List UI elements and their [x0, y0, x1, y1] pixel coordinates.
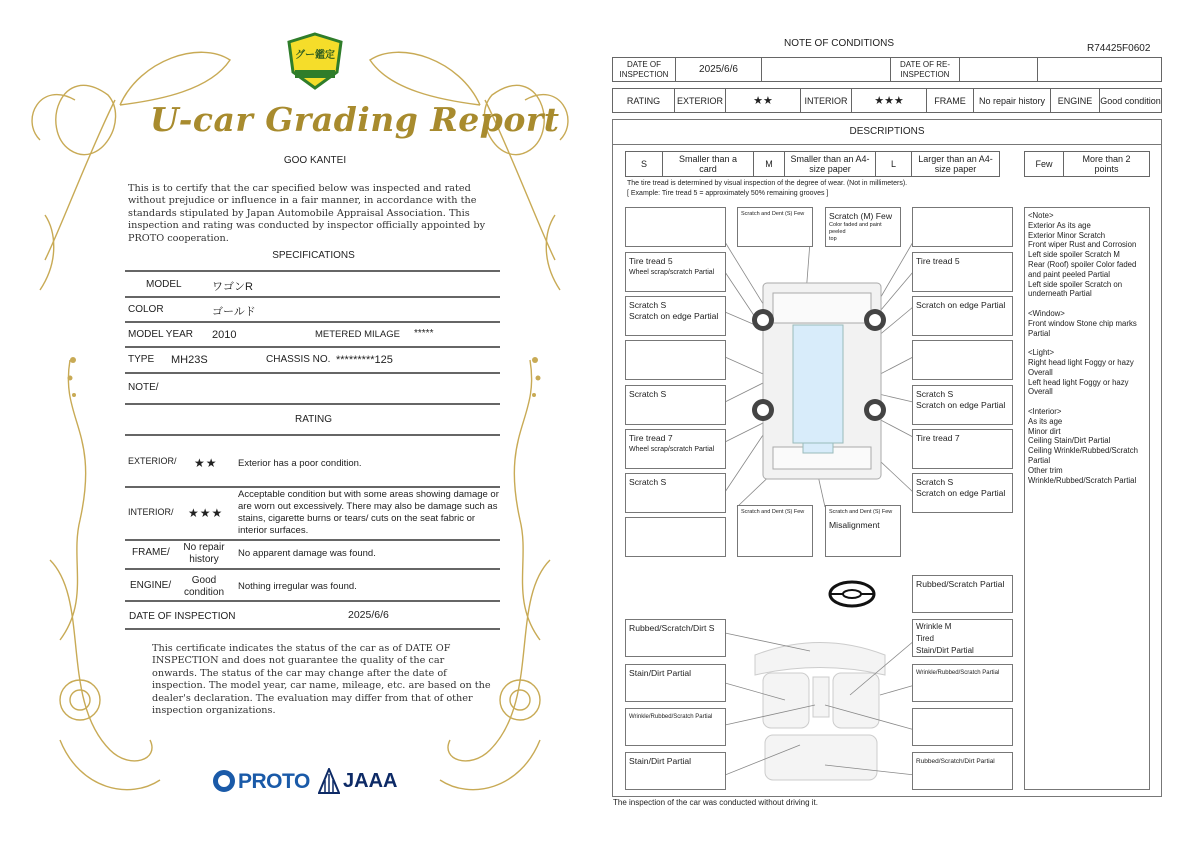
specifications-title: SPECIFICATIONS [272, 250, 355, 261]
condition-box-right-mid [912, 385, 1013, 425]
empty-cell [1037, 57, 1162, 82]
divider [125, 321, 500, 323]
badge-text: グー鑑定 [295, 50, 335, 61]
goo-kantei-badge [287, 32, 343, 90]
condition-box-interior [912, 619, 1013, 657]
condition-box-right-front-tire [912, 252, 1013, 292]
note-line: <Note> [1028, 211, 1054, 220]
tire-note: The tire tread is determined by visual inspection of the degree of wear. (Not in millimeters). [627, 180, 908, 187]
date-of-inspection-label: DATE OF INSPECTION [129, 611, 236, 622]
exterior-label: EXTERIOR [674, 88, 726, 113]
engine-label: ENGINE [1050, 88, 1100, 113]
condition-text: Scratch (M) Few [829, 211, 893, 221]
date-of-inspection-value: 2025/6/6 [348, 609, 389, 621]
condition-box [912, 340, 1013, 380]
condition-text: Scratch on edge Partial [916, 400, 1006, 410]
legend-m: M [753, 151, 785, 177]
condition-box-interior [912, 664, 1013, 702]
legend-l: L [875, 151, 912, 177]
condition-text: Scratch and Dent (S) Few [741, 509, 805, 515]
notes-list [1028, 211, 1146, 485]
date-of-inspection-value: 2025/6/6 [675, 57, 762, 82]
divider [125, 296, 500, 298]
legend-l-desc: Larger than an A4-size paper [911, 151, 1000, 177]
note-line: Front window Stone chip marks Partial [1028, 318, 1137, 338]
legend-m-desc: Smaller than an A4-size paper [784, 151, 876, 177]
shield-badge-icon [287, 32, 343, 90]
condition-text: top [829, 236, 837, 242]
condition-box-front-right [825, 207, 901, 247]
condition-box-interior [625, 752, 726, 790]
condition-text: Tire tread 5 [629, 256, 673, 266]
chassis-value: *********125 [336, 354, 393, 366]
interior-stars: ★★★ [188, 506, 224, 520]
frame-label: FRAME [926, 88, 974, 113]
jaaa-logo-icon [318, 768, 340, 794]
divider [125, 270, 500, 272]
condition-text: Stain/Dirt Partial [629, 668, 692, 678]
note-label: NOTE/ [128, 382, 159, 393]
certificate-footnote: This certificate indicates the status of the car as of DATE OF INSPECTION and does not guarantee the quality of the car onwards. The status of the car may change after the date of inspection. The model year, car name, mileage, etc. are based on the dealer's declaration. The evaluation may differ from that of other inspection organizations. [152, 643, 491, 717]
jaaa-logo: JAAA [343, 770, 398, 792]
note-line [1028, 299, 1146, 309]
condition-text: Stain/Dirt Partial [629, 756, 692, 766]
condition-box-front-left [737, 207, 813, 247]
condition-text: Wrinkle M [916, 622, 952, 631]
condition-box [912, 708, 1013, 746]
car-interior-diagram-icon [725, 615, 915, 795]
engine-value: Good condition [1099, 88, 1162, 113]
condition-box-right-rear-tire [912, 429, 1013, 469]
date-of-inspection-label: DATE OF INSPECTION [612, 57, 676, 82]
note-line: Right head light Foggy or hazy Overall [1028, 357, 1134, 377]
note-line [1028, 338, 1146, 348]
empty-cell [761, 57, 891, 82]
exterior-stars: ★★ [194, 456, 218, 470]
condition-text: Wheel scrap/scratch Partial [629, 269, 715, 276]
condition-text: Scratch and Dent (S) Few [741, 211, 805, 217]
condition-box-interior [625, 664, 726, 702]
engine-description: Nothing irregular was found. [238, 581, 357, 592]
condition-text: Scratch on edge Partial [629, 311, 719, 321]
condition-box-interior [625, 708, 726, 746]
condition-text: Color faded and paint peeled [829, 222, 882, 235]
note-line: Left side spoiler Scratch on underneath Partial [1028, 279, 1123, 299]
divider [125, 539, 500, 541]
interior-label: INTERIOR [800, 88, 852, 113]
condition-text: Scratch on edge Partial [916, 300, 1006, 310]
model-year-label: MODEL YEAR [128, 329, 194, 340]
steering-wheel-icon [827, 580, 877, 610]
interior-description: Acceptable condition but with some areas showing damage or are worn out excessively. There may also be damage such as stains, cigarette burns or tears/ cuts on the seat fabric or interior surfaces. [238, 489, 499, 536]
condition-box [912, 207, 1013, 247]
condition-box-left-rear-tire [625, 429, 726, 469]
color-label: COLOR [128, 304, 164, 315]
condition-text: Wrinkle/Rubbed/Scratch Partial [629, 714, 713, 720]
descriptions-title: DESCRIPTIONS [612, 119, 1162, 145]
condition-text: Tire tread 7 [629, 433, 673, 443]
note-line: Left side spoiler Scratch M [1028, 250, 1120, 260]
proto-logo: PROTO [238, 770, 310, 793]
frame-value: No repair history [183, 542, 225, 565]
chassis-label: CHASSIS NO. [266, 354, 331, 365]
rating-label: RATING [612, 88, 675, 113]
note-line: Front wiper Rust and Corrosion [1028, 240, 1137, 250]
condition-text: Scratch S [916, 477, 954, 487]
legend-s-desc: Smaller than a card [662, 151, 754, 177]
condition-text: Rubbed/Scratch/Dirt S [629, 623, 715, 633]
condition-text: Scratch S [629, 300, 667, 310]
note-line: Ceiling Stain/Dirt Partial [1028, 436, 1111, 446]
divider [125, 403, 500, 405]
condition-text: Tired [916, 634, 934, 643]
note-line [1028, 397, 1146, 407]
condition-text: Scratch S [629, 477, 667, 487]
condition-box-rear-right [825, 505, 901, 557]
condition-box-steering [912, 575, 1013, 613]
condition-text: Scratch on edge Partial [916, 488, 1006, 498]
exterior-value: ★★ [725, 88, 801, 113]
exterior-label: EXTERIOR/ [128, 456, 177, 466]
certificate-intro: This is to certify that the car specified below was inspected and rated without prejudice or influence in a fair manner, in accordance with the standards stipulated by Japan Automobile Appraisal Association. This inspection and rating was conducted by inspector officially appointed by PROTO cooperation. [128, 183, 486, 244]
sheet-reference: R74425F0602 [1087, 43, 1151, 54]
exterior-description: Exterior has a poor condition. [238, 458, 362, 469]
proto-logo-icon [213, 770, 235, 792]
model-value: ワゴンR [212, 281, 253, 293]
engine-value: Good condition [183, 575, 225, 598]
rating-title: RATING [294, 414, 333, 425]
condition-text: Scratch S [629, 389, 667, 399]
legend-few: Few [1024, 151, 1064, 177]
condition-text: Scratch S [916, 389, 954, 399]
divider [125, 600, 500, 602]
metered-milage-label: METERED MILAGE [315, 329, 400, 340]
legend-few-desc: More than 2 points [1063, 151, 1150, 177]
color-value: ゴールド [212, 306, 256, 318]
condition-box [625, 340, 726, 380]
divider [125, 628, 500, 630]
model-year-value: 2010 [212, 329, 237, 341]
tire-example: [ Example: Tire tread 5 = approximately 50% remaining grooves ] [627, 190, 829, 197]
divider [125, 486, 500, 488]
divider [125, 434, 500, 436]
certificate-title: U-car Grading Report [150, 100, 560, 139]
frame-description: No apparent damage was found. [238, 548, 376, 559]
condition-text: Rubbed/Scratch Partial [916, 579, 1005, 589]
condition-text: Tire tread 7 [916, 433, 960, 443]
note-line: <Window> [1028, 308, 1065, 318]
note-line: Left head light Foggy or hazy Overall [1028, 377, 1129, 397]
note-line: <Interior> [1028, 406, 1062, 416]
sheet-footer: The inspection of the car was conducted without driving it. [613, 798, 818, 807]
condition-box-interior [912, 752, 1013, 790]
condition-box-rear-left [737, 505, 813, 557]
condition-text: Wrinkle/Rubbed/Scratch Partial [916, 670, 1000, 676]
empty-cell [959, 57, 1038, 82]
condition-box [625, 207, 726, 247]
legend-s: S [625, 151, 663, 177]
type-value: MH23S [171, 354, 208, 366]
sheet-title: NOTE OF CONDITIONS [784, 38, 894, 49]
condition-box-left-front-tire [625, 252, 726, 292]
condition-box-left-mid [625, 385, 726, 425]
condition-text: Scratch and Dent (S) Few [829, 509, 893, 515]
condition-text: Tire tread 5 [916, 256, 960, 266]
divider [125, 346, 500, 348]
note-line: Ceiling Wrinkle/Rubbed/Scratch Partial [1028, 446, 1138, 465]
divider [125, 372, 500, 374]
condition-box-left-front [625, 296, 726, 336]
model-label: MODEL [146, 279, 182, 290]
interior-label: INTERIOR/ [128, 507, 174, 517]
note-line: Rear (Roof) spoiler Color faded and paint peeled Partial [1028, 259, 1137, 279]
interior-value: ★★★ [851, 88, 927, 113]
condition-text: Wheel scrap/scratch Partial [629, 446, 715, 453]
frame-value: No repair history [973, 88, 1051, 113]
metered-milage-value: ***** [414, 328, 434, 339]
condition-box-right-front [912, 296, 1013, 336]
note-line: Other trim Wrinkle/Rubbed/Scratch Partial [1028, 465, 1137, 485]
condition-box [625, 517, 726, 557]
certificate-subtitle: GOO KANTEI [283, 155, 347, 166]
date-of-reinspection-label: DATE OF RE-INSPECTION [890, 57, 960, 82]
note-line: <Light> [1028, 348, 1055, 358]
note-line: Minor dirt [1028, 426, 1061, 436]
divider [125, 568, 500, 570]
engine-label: ENGINE/ [130, 580, 172, 591]
type-label: TYPE [128, 354, 155, 365]
note-line: As its age [1028, 416, 1063, 426]
note-line: Exterior Minor Scratch [1028, 230, 1106, 240]
condition-text: Rubbed/Scratch/Dirt Partial [916, 758, 995, 765]
condition-box-interior [625, 619, 726, 657]
notes-panel [1024, 207, 1150, 790]
condition-box-left-rear [625, 473, 726, 513]
condition-text: Stain/Dirt Partial [916, 646, 974, 655]
condition-text: Misalignment [829, 520, 880, 530]
note-line: Exterior As its age [1028, 220, 1091, 230]
frame-label: FRAME/ [132, 547, 170, 558]
condition-box-right-rear [912, 473, 1013, 513]
